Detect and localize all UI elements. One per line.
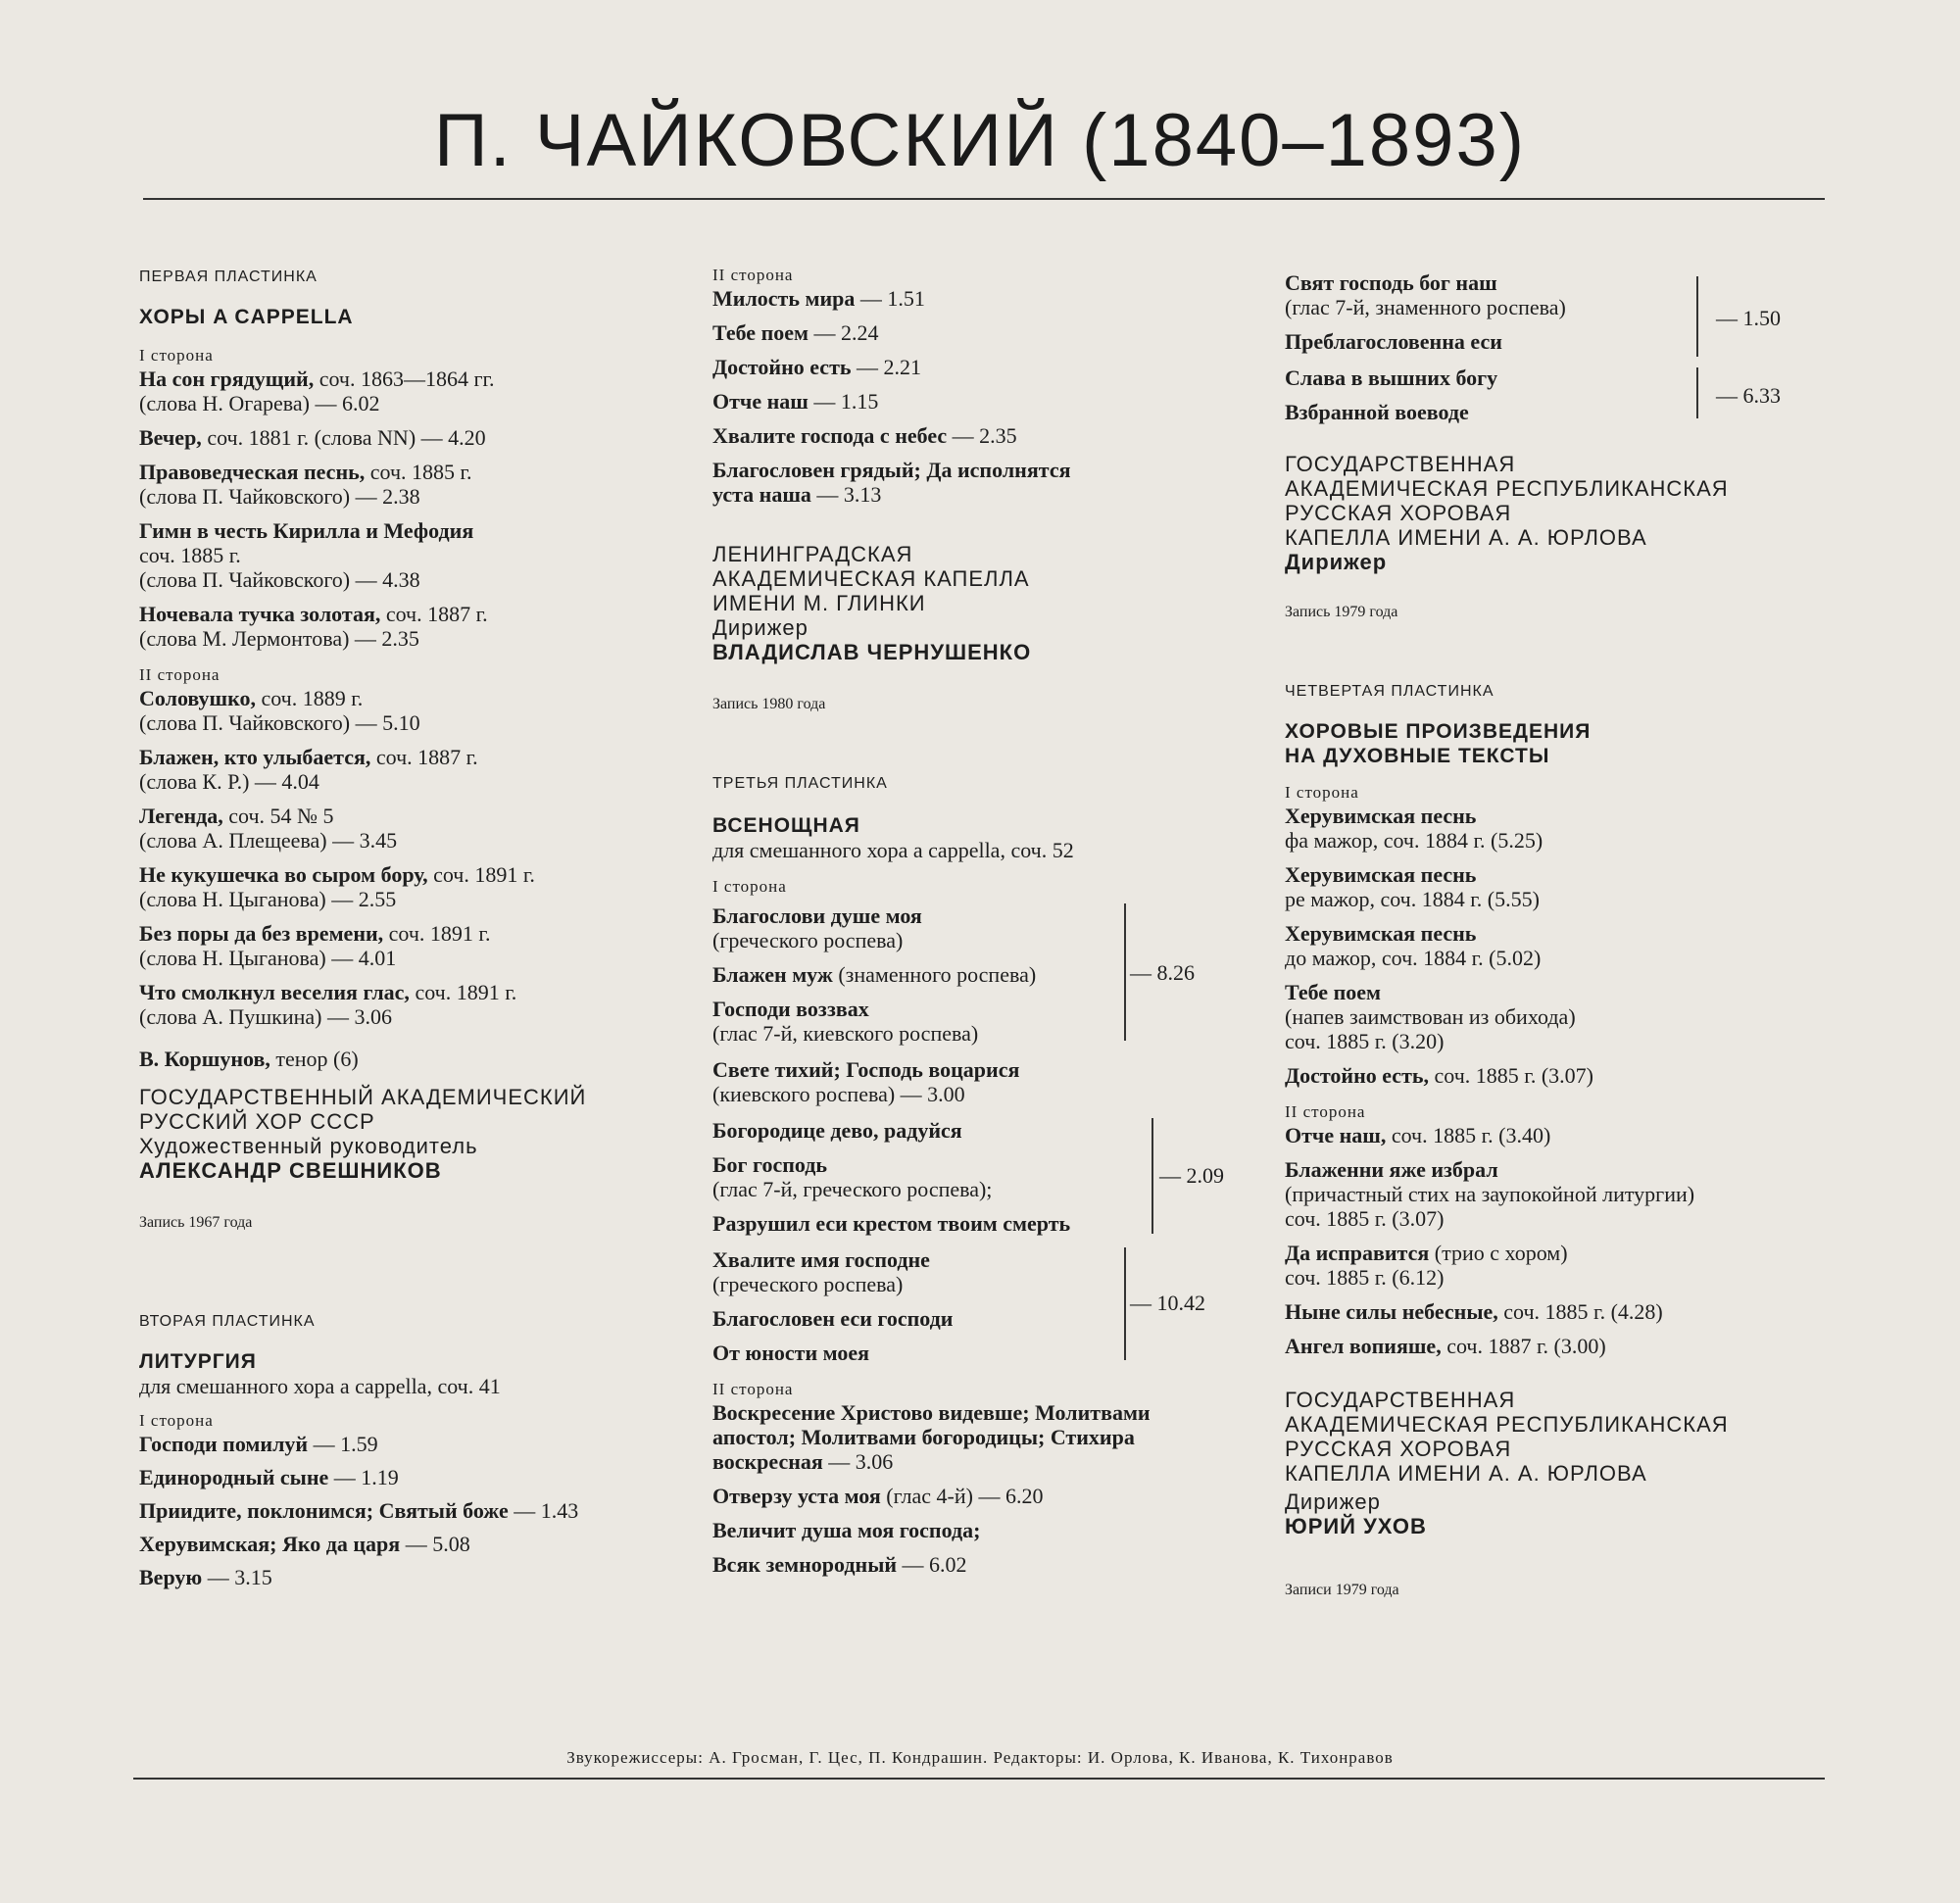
track-item [139,745,688,794]
track-list [139,1432,688,1589]
track-title: Блажен муж [712,962,833,987]
track-info: (знаменного роспева) [832,962,1037,987]
track-info: соч. 1891 г. [383,921,491,946]
plate-label: ЧЕТВЕРТАЯ ПЛАСТИНКА [1285,683,1494,700]
track-title: Милость мира [712,286,856,311]
track-title: Да исправится [1285,1241,1430,1265]
track-duration: — 1.15 [808,389,879,414]
track-group [1285,366,1834,424]
track-title: Свете тихий; Господь воцарися [712,1057,1020,1082]
track-info: (греческого роспева) [712,928,904,952]
group-bracket [1687,367,1698,418]
column-3 [1285,270,1834,1602]
track-title: Отче наш [712,389,808,414]
track-info: фа мажор, соч. 1884 г. (5.25) [1285,828,1544,853]
track-info: (слова Н. Огарева) — 6.02 [139,391,380,415]
track-title: Бог господь [712,1152,828,1177]
track-item [1285,1123,1834,1147]
director-name: ЮРИЙ УХОВ [1285,1514,1427,1538]
soloist-name: В. Коршунов, [139,1047,270,1071]
track-duration: — 1.59 [308,1432,378,1456]
recording-note: Записи 1979 года [1285,1582,1399,1598]
track-item [712,423,1261,448]
track-item [139,921,688,970]
track-title: Без поры да без времени, [139,921,384,946]
track-item [712,320,1261,345]
track-info: соч. 1881 г. (слова NN) — 4.20 [201,425,486,450]
track-item [139,804,688,853]
performer-line: РУССКИЙ ХОР СССР [139,1109,375,1134]
track-info: ре мажор, соч. 1884 г. (5.55) [1285,887,1540,911]
track-title: Вечер, [139,425,202,450]
section-subheading: для смешанного хора a cappella, соч. 41 [139,1374,501,1398]
track-info: (глас 4-й) — 6.20 [880,1484,1044,1508]
track-list [139,366,688,651]
director-name: АЛЕКСАНДР СВЕШНИКОВ [139,1158,442,1183]
track-item [712,1484,1261,1508]
director-name: Дирижер [1285,550,1388,574]
side-label: II сторона [1285,1102,1366,1121]
plate-label: ВТОРАЯ ПЛАСТИНКА [139,1313,316,1330]
track-info: соч. 1889 г. [255,686,364,710]
track-title: Единородный сыне [139,1465,329,1489]
group-bracket [1687,276,1698,357]
track-group [712,1247,1261,1365]
track-duration: — 2.21 [851,355,922,379]
track-title: Свят господь бог наш [1285,270,1497,295]
track-title: Херувимская песнь [1285,804,1477,828]
track-item [712,1400,1261,1474]
track-item [139,425,688,450]
track-title: Правоведческая песнь, [139,460,366,484]
track-item [1285,862,1834,911]
track-info: соч. 1885 г. (3.07) [1285,1206,1445,1231]
track-info: соч. 1887 г. (3.00) [1441,1334,1606,1358]
track-item [139,602,688,651]
track-duration: — 6.02 [897,1552,967,1577]
track-title: Величит душа моя господа; [712,1518,981,1542]
recording-note: Запись 1980 года [712,696,826,712]
performer-line: АКАДЕМИЧЕСКАЯ РЕСПУБЛИКАНСКАЯ [1285,1412,1729,1437]
track-title: воскресная [712,1449,823,1474]
performer-line: Дирижер [1285,1489,1381,1514]
plate-label: ТРЕТЬЯ ПЛАСТИНКА [712,775,888,792]
track-info: (греческого роспева) [712,1272,904,1296]
track-info: (слова К. Р.) — 4.04 [139,769,319,794]
track-title: Ныне силы небесные, [1285,1299,1498,1324]
track-item [712,458,1261,507]
side-label: II сторона [712,266,794,284]
group-bracket [1142,1118,1153,1234]
track-duration: — 1.51 [855,286,925,311]
track-title: апостол; Молитвами богородицы; Стихира [712,1425,1135,1449]
track-title: Что смолкнул веселия глас, [139,980,410,1004]
track-item [712,1057,1261,1106]
track-info: (слова М. Лермонтова) — 2.35 [139,626,419,651]
track-title: Блажен, кто улыбается, [139,745,371,769]
track-item [139,366,688,415]
track-item [139,1565,688,1589]
track-info: (глас 7-й, греческого роспева); [712,1177,993,1201]
recording-note: Запись 1979 года [1285,604,1398,620]
track-title: Тебе поем [712,320,809,345]
side-label: I сторона [139,1411,214,1430]
page-title: П. ЧАЙКОВСКИЙ (1840–1893) [433,99,1527,182]
track-info: соч. 1891 г. [409,980,517,1004]
track-title: Херувимская; Яко да царя [139,1532,401,1556]
performer-line: Дирижер [712,615,808,640]
track-info: (глас 7-й, знаменного роспева) [1285,295,1566,319]
track-title: Господи воззвах [712,997,869,1021]
track-title: Слава в вышних богу [1285,366,1498,390]
group-duration: — 10.42 [1130,1291,1205,1315]
track-info: (слова А. Плещеева) — 3.45 [139,828,398,853]
track-title: На сон грядущий, [139,366,315,391]
performer-line: РУССКАЯ ХОРОВАЯ [1285,501,1512,525]
track-title: Блаженни яже избрал [1285,1157,1498,1182]
track-title: Херувимская песнь [1285,921,1477,946]
track-duration: — 2.24 [808,320,879,345]
side-label: II сторона [139,665,220,684]
soloist-role: тенор (6) [270,1047,359,1071]
track-item [139,862,688,911]
side-label: I сторона [1285,783,1359,802]
track-duration: — 3.13 [810,482,882,507]
performer-line: ГОСУДАРСТВЕННЫЙ АКАДЕМИЧЕСКИЙ [139,1085,587,1109]
title-rule [143,198,1825,200]
side-label: II сторона [712,1380,794,1398]
performer-line: Художественный руководитель [139,1134,478,1158]
track-title: Благослови душе моя [712,903,922,928]
track-title: Отверзу уста моя [712,1484,881,1508]
performer-line: ГОСУДАРСТВЕННАЯ [1285,1388,1516,1412]
track-title: Верую [139,1565,203,1589]
track-title: Не кукушечка во сыром бору, [139,862,428,887]
track-title: Всяк земнородный [712,1552,898,1577]
track-title: Благословен еси господи [712,1306,954,1331]
track-item [712,286,1261,311]
track-item [1285,804,1834,853]
track-item [712,389,1261,414]
performer-line: ЛЕНИНГРАДСКАЯ [712,542,913,566]
track-info: соч. 1885 г. (6.12) [1285,1265,1445,1290]
track-title: Разрушил еси крестом твоим смерть [712,1211,1071,1236]
side-label: I сторона [712,877,787,896]
track-item [139,518,688,592]
track-info: (причастный стих на заупокойной литургии) [1285,1182,1695,1206]
track-info: (слова А. Пушкина) — 3.06 [139,1004,392,1029]
track-duration: — 3.06 [822,1449,894,1474]
track-item [139,1465,688,1489]
performer-line: РУССКАЯ ХОРОВАЯ [1285,1437,1512,1461]
track-list [1285,804,1834,1088]
track-duration: — 1.43 [508,1498,579,1523]
side-label: I сторона [139,346,214,365]
track-item [139,686,688,735]
performer-block [1285,452,1834,574]
track-item [1285,1334,1834,1358]
track-title: От юности моея [712,1341,870,1365]
performer-line: АКАДЕМИЧЕСКАЯ КАПЕЛЛА [712,566,1030,591]
track-title: Богородице дево, радуйся [712,1118,962,1143]
track-info: (слова Н. Цыганова) — 4.01 [139,946,397,970]
soloist [139,1047,688,1071]
performer-line: ИМЕНИ М. ГЛИНКИ [712,591,926,615]
track-item [712,355,1261,379]
track-title: Приидите, поклонимся; Святый боже [139,1498,509,1523]
track-info: соч. 1885 г. (3.20) [1285,1029,1445,1053]
group-duration: — 8.26 [1130,960,1195,985]
track-title: Отче наш, [1285,1123,1387,1147]
track-item [139,1498,688,1523]
track-list [1285,1123,1834,1358]
track-info: соч. 1885 г. (3.40) [1386,1123,1551,1147]
performer-block [1285,1388,1834,1538]
track-item [712,1552,1261,1577]
track-duration: — 3.15 [202,1565,272,1589]
track-info: соч. 1885 г. [139,543,241,567]
track-list [139,686,688,1029]
track-title: Тебе поем [1285,980,1382,1004]
track-info: соч. 1891 г. [427,862,535,887]
track-title: Достойно есть, [1285,1063,1430,1088]
credits-footer: Звукорежиссеры: А. Гросман, Г. Цес, П. Кондрашин. Редакторы: И. Орлова, К. Иванова, К. Тихонравов [566,1748,1394,1767]
track-info: (слова П. Чайковского) — 5.10 [139,710,420,735]
performer-line: АКАДЕМИЧЕСКАЯ РЕСПУБЛИКАНСКАЯ [1285,476,1729,501]
track-info: соч. 1885 г. (4.28) [1497,1299,1663,1324]
performer-line: ГОСУДАРСТВЕННАЯ [1285,452,1516,476]
group-duration: — 6.33 [1716,383,1781,408]
track-item [139,1532,688,1556]
recording-note: Запись 1967 года [139,1214,253,1231]
track-info: (слова П. Чайковского) — 2.38 [139,484,420,509]
track-duration: — 2.35 [947,423,1017,448]
track-title: Воскресение Христово видевше; Молитвами [712,1400,1151,1425]
track-item [1285,1241,1834,1290]
track-title: Достойно есть [712,355,852,379]
track-item [1285,1063,1834,1088]
track-info: соч. 1887 г. [380,602,488,626]
track-info: соч. 1887 г. [370,745,478,769]
track-info: (глас 7-й, киевского роспева) [712,1021,979,1046]
track-item [1285,1157,1834,1231]
track-duration: — 1.19 [328,1465,399,1489]
track-title: уста наша [712,482,811,507]
performer-line: КАПЕЛЛА ИМЕНИ А. А. ЮРЛОВА [1285,525,1647,550]
group-duration: — 1.50 [1716,306,1781,330]
track-item [1285,980,1834,1053]
section-heading: ЛИТУРГИЯ [139,1350,257,1373]
track-item [1285,921,1834,970]
performer-block [139,1085,688,1183]
track-title: Легенда, [139,804,223,828]
track-title: Преблагословенна еси [1285,329,1502,354]
track-title: Гимн в честь Кирилла и Мефодия [139,518,474,543]
track-item [139,980,688,1029]
track-info: (киевского роспева) — 3.00 [712,1082,965,1106]
section-heading: ВСЕНОЩНАЯ [712,814,860,837]
section-heading: ХОРОВЫЕ ПРОИЗВЕДЕНИЯ [1285,720,1592,743]
section-heading: НА ДУХОВНЫЕ ТЕКСТЫ [1285,745,1550,767]
track-info: соч. 54 № 5 [222,804,334,828]
track-title: Хвалите господа с небес [712,423,948,448]
track-info: (трио с хором) [1429,1241,1568,1265]
track-group [1285,270,1834,354]
track-group [712,1118,1261,1236]
director-name: ВЛАДИСЛАВ ЧЕРНУШЕНКО [712,640,1032,664]
track-info: (слова П. Чайковского) — 4.38 [139,567,420,592]
track-info: соч. 1885 г. [365,460,472,484]
group-bracket [1114,903,1126,1041]
track-title: Херувимская песнь [1285,862,1477,887]
track-info: (слова Н. Цыганова) — 2.55 [139,887,397,911]
group-duration: — 2.09 [1159,1163,1224,1188]
track-info: (напев заимствован из обихода) [1285,1004,1576,1029]
track-item [139,460,688,509]
column-2 [712,265,1261,1577]
section-subheading: для смешанного хора a cappella, соч. 52 [712,838,1074,862]
track-title: Ангел вопияше, [1285,1334,1442,1358]
section-heading: ХОРЫ A CAPPELLA [139,306,354,328]
track-title: Ночевала тучка золотая, [139,602,381,626]
track-group [712,903,1261,1046]
plate-label: ПЕРВАЯ ПЛАСТИНКА [139,268,318,285]
track-duration: — 5.08 [400,1532,470,1556]
track-list [712,286,1261,507]
track-info: соч. 1863—1864 гг. [314,366,495,391]
track-title: Благословен грядый; Да исполнятся [712,458,1071,482]
track-title: Хвалите имя господне [712,1247,930,1272]
performer-block [712,542,1261,664]
group-bracket [1114,1247,1126,1360]
track-title: Соловушко, [139,686,256,710]
footer-rule [133,1778,1825,1780]
performer-line: КАПЕЛЛА ИМЕНИ А. А. ЮРЛОВА [1285,1461,1647,1486]
track-title: Взбранной воеводе [1285,400,1469,424]
column-1 [139,265,688,1598]
track-info: до мажор, соч. 1884 г. (5.02) [1285,946,1542,970]
track-item [139,1432,688,1456]
track-info: соч. 1885 г. (3.07) [1429,1063,1593,1088]
track-item [1285,1299,1834,1324]
track-title: Господи помилуй [139,1432,309,1456]
